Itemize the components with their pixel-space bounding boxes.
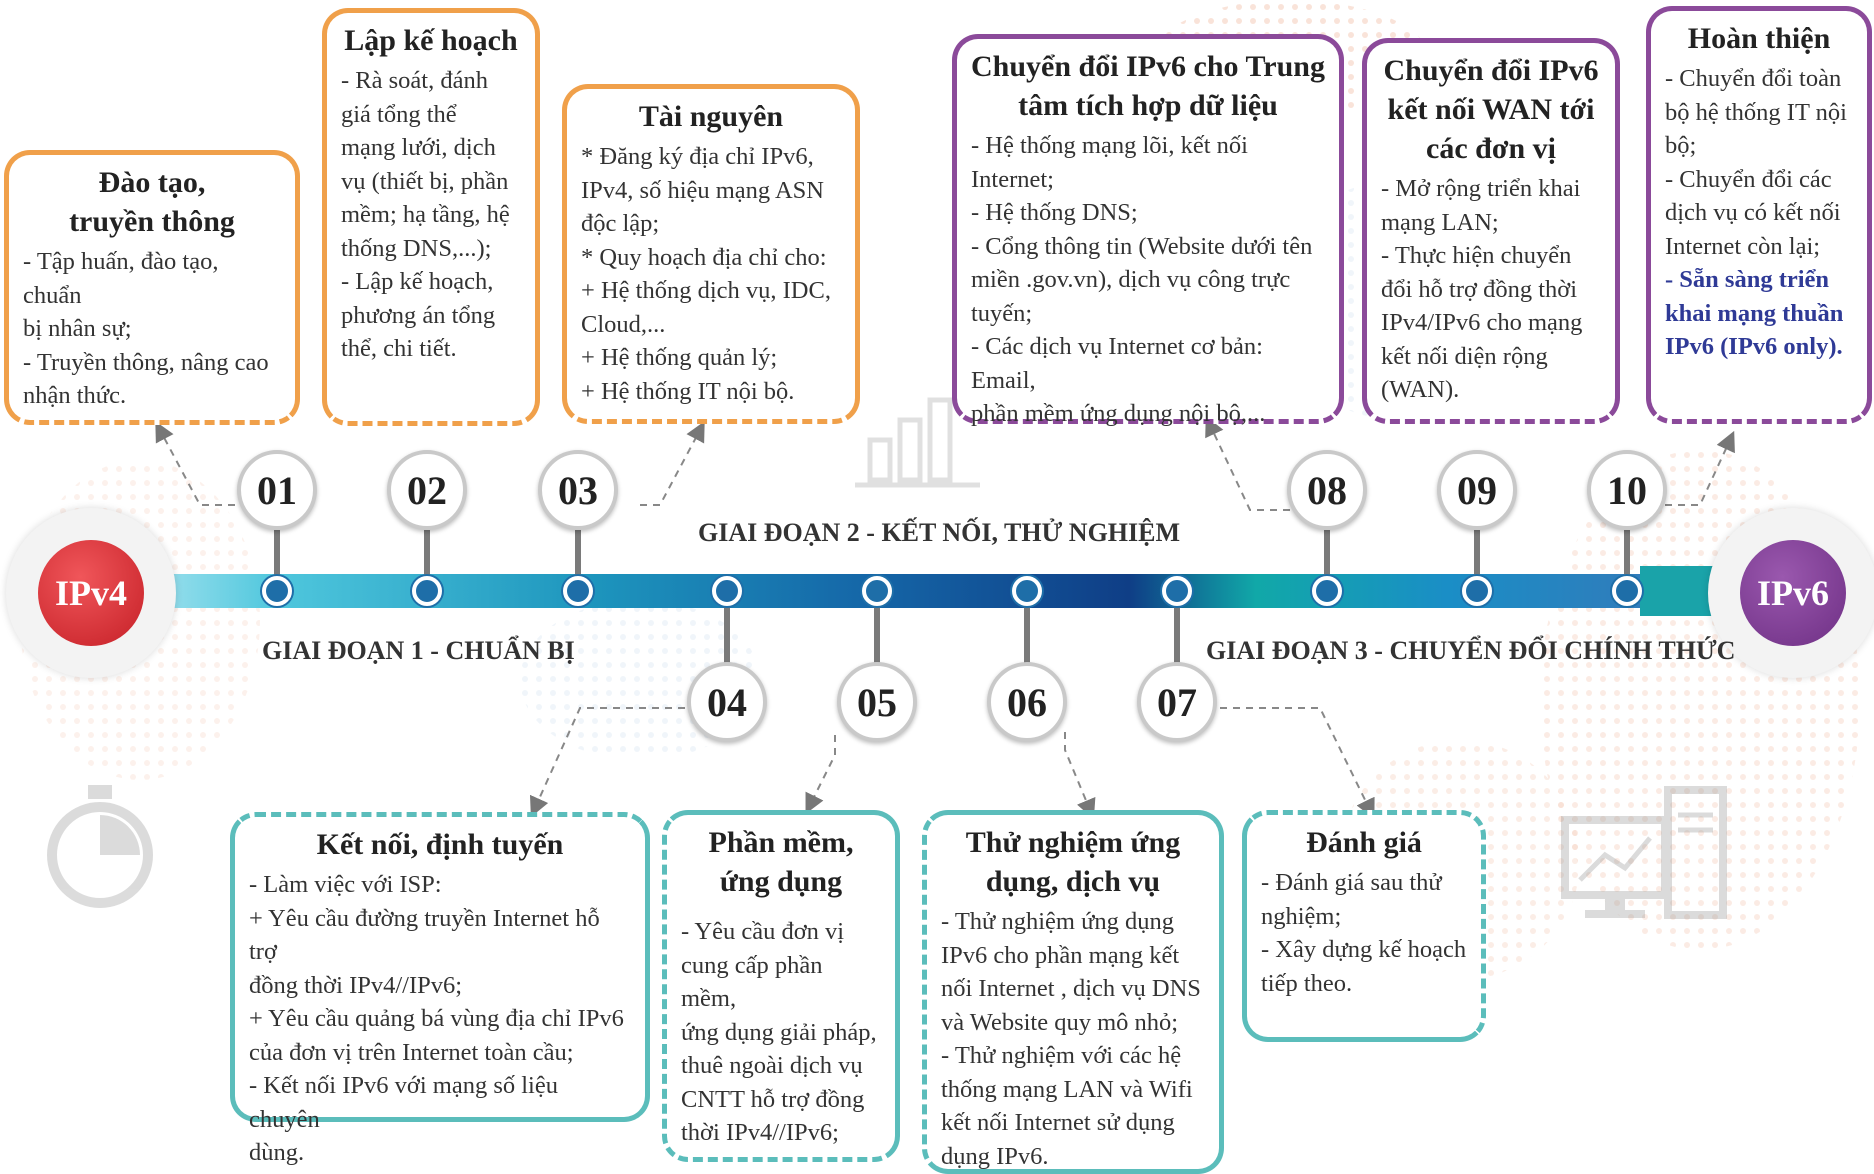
step-text-line: + Yêu cầu quảng bá vùng địa chỉ IPv6 [249,1005,624,1032]
step-text-line: tuyến; [971,299,1033,327]
timeline-dot-07 [1162,576,1192,606]
step-text-line: Internet còn lại; [1665,232,1821,260]
step-title-line: dụng, dịch vụ [985,865,1161,898]
step-text-line: nhận thức. [23,382,127,409]
step-text-line: * Đăng ký địa chỉ IPv6, [581,143,814,170]
step-box-09 [1362,38,1620,424]
step-text-line: - Cổng thông tin (Website dưới tên [971,232,1313,260]
step-title-line: ứng dụng [719,865,843,898]
step-text-line: nghiệm; [1261,902,1342,930]
step-box-07 [1242,810,1486,1042]
step-box-08 [952,34,1344,427]
step-node-09: 09 [1437,450,1517,530]
step-text-line: bộ hệ thống IT nội [1665,98,1847,126]
step-text-line: (WAN). [1381,376,1460,403]
step-text-line: thuê ngoài dịch vụ [681,1052,863,1079]
step-text-line: mạng lưới, dịch [341,134,496,161]
step-text-line: + Hệ thống dịch vụ, IDC, [581,277,831,304]
step-04-title [249,825,631,864]
step-text-line: - Thử nghiệm với các hệ [941,1042,1182,1069]
step-03-title [581,97,841,136]
step-node-05: 05 [837,662,917,742]
step-text-line: - Xây dựng kế hoạch [1261,936,1467,963]
step-box-05 [662,810,900,1162]
step-title-line: kết nối WAN tới [1387,93,1595,126]
step-text-line: - Sẵn sàng triển [1665,266,1830,293]
step-box-04 [230,812,650,1166]
step-text-line: dùng. [249,1139,305,1166]
step-text-line: - Yêu cầu đơn vị [681,918,845,945]
step-text-line: và Website quy mô nhỏ; [941,1008,1179,1036]
step-text-line: - Đánh giá sau thử [1261,869,1442,896]
step-text-line: khai mạng thuần [1665,299,1844,327]
step-title-line: Hoàn thiện [1687,22,1831,55]
timeline-bar [150,574,1730,608]
step-text-line: IPv4/IPv6 cho mạng [1381,309,1583,336]
step-title-line: Lập kế hoạch [344,24,518,57]
step-text-line: - Hệ thống DNS; [971,199,1138,226]
step-node-10: 10 [1587,450,1667,530]
step-text-line: Cloud,... [581,310,666,338]
step-text-line: IPv6 cho phần mạng kết [941,941,1180,969]
timeline-dot-04 [712,576,742,606]
step-05-title [681,823,881,901]
step-title-line: Chuyển đổi IPv6 [1383,54,1599,87]
step-title-line: Kết nối, định tuyến [316,828,564,861]
step-title-line: truyền thông [69,205,235,238]
step-06-title [941,823,1205,901]
step-text-line: vụ (thiết bị, phần [341,167,509,195]
step-text-line: - Truyền thông, nâng cao [23,348,269,376]
step-07-title [1261,823,1467,862]
step-text-line: - Thực hiện chuyển [1381,242,1572,269]
step-text-line: IPv4, số hiệu mạng ASN [581,176,824,204]
step-box-03 [562,84,860,424]
step-text-line: miền .gov.vn), dịch vụ công trực [971,266,1291,293]
timeline-dot-03 [563,576,593,606]
step-text-line: thống mạng LAN và Wifi [941,1075,1193,1103]
step-text-line: - Chuyển đổi các [1665,165,1832,193]
ipv4-circle: IPv4 [38,540,144,646]
step-title-line: Tài nguyên [638,100,784,133]
step-box-02 [322,8,540,426]
step-text-line: thời IPv4//IPv6; [681,1119,839,1146]
step-text-line: IPv6 (IPv6 only). [1665,333,1843,360]
timeline-dot-08 [1312,576,1342,606]
step-text-line: đồng thời IPv4//IPv6; [249,971,463,999]
step-09-title [1381,51,1601,168]
step-text-line: - Hệ thống mạng lõi, kết nối Internet; [971,132,1248,193]
phase-3-label: GIAI ĐOẠN 3 - CHUYỂN ĐỔI CHÍNH THỨC [1206,636,1736,665]
step-text-line: - Làm việc với ISP: [249,871,442,898]
timeline-dot-05 [862,576,892,606]
step-title-line: tâm tích hợp dữ liệu [1018,89,1278,122]
step-text-line: - Tập huấn, đào tạo, chuẩn [23,248,219,309]
timeline-dot-10 [1612,576,1642,606]
step-text-line: của đơn vị trên Internet toàn cầu; [249,1038,574,1066]
step-text-line: phần mềm ứng dụng nội bộ,... [971,400,1266,427]
timeline-dot-01 [262,576,292,606]
step-text-line: + Hệ thống quản lý; [581,344,778,371]
step-text-line: - Các dịch vụ Internet cơ bản: Email, [971,333,1263,394]
step-text-line: nối Internet , dịch vụ DNS [941,975,1201,1002]
step-text-line: - Thử nghiệm ứng dụng [941,908,1174,935]
phase-2-label: GIAI ĐOẠN 2 - KẾT NỐI, THỬ NGHIỆM [698,518,1181,547]
step-text-line: độc lập; [581,210,660,237]
step-title-line: Chuyển đổi IPv6 cho Trung [971,50,1325,83]
step-text-line: kết nối Internet sử dụng [941,1109,1175,1136]
step-title-line: Thử nghiệm ứng [965,826,1181,859]
phase-1-label: GIAI ĐOẠN 1 - CHUẨN BỊ [262,636,575,665]
step-text-line: mềm; hạ tầng, hệ [341,201,510,228]
step-text-line: ứng dụng giải pháp, [681,1018,877,1046]
step-title-line: các đơn vị [1426,132,1556,165]
step-box-06 [922,810,1224,1174]
step-01-title [23,163,281,241]
step-text-line: bị nhân sự; [23,315,132,342]
step-text-line: tiếp theo. [1261,969,1353,997]
step-text-line: phương án tổng [341,301,496,329]
step-text-line: - Kết nối IPv6 với mạng số liệu chuyên [249,1072,558,1133]
step-text-line: cung cấp phần mềm, [681,951,823,1012]
step-text-line: thể, chi tiết. [341,335,457,362]
step-text-line: CNTT hỗ trợ đồng [681,1085,865,1113]
step-box-10 [1646,6,1872,424]
step-title-line: Phần mềm, [708,826,854,859]
step-title-line: Đánh giá [1306,826,1422,859]
step-text-line: dịch vụ có kết nối [1665,199,1841,226]
step-text-line: giá tổng thể [341,100,457,128]
timeline-dot-06 [1012,576,1042,606]
step-node-06: 06 [987,662,1067,742]
step-text-line: bộ; [1665,132,1697,159]
timeline-dot-02 [412,576,442,606]
step-text-line: thống DNS,...); [341,234,492,262]
step-text-line: kết nối diện rộng [1381,342,1548,370]
timeline-dot-09 [1462,576,1492,606]
step-text-line: * Quy hoạch địa chỉ cho: [581,243,827,271]
step-text-line: - Rà soát, đánh [341,67,488,94]
step-text-line: - Mở rộng triển khai [1381,175,1581,202]
step-node-04: 04 [687,662,767,742]
step-02-title [341,21,521,60]
step-title-line: Đào tạo, [98,166,206,199]
step-text-line: - Lập kế hoạch, [341,268,494,295]
step-text-line: + Hệ thống IT nội bộ. [581,377,795,405]
step-node-08: 08 [1287,450,1367,530]
step-text-line: đổi hỗ trợ đồng thời [1381,275,1578,303]
step-text-line: - Chuyển đổi toàn [1665,65,1842,92]
step-node-02: 02 [387,450,467,530]
step-node-01: 01 [237,450,317,530]
step-text-line: mạng LAN; [1381,208,1499,236]
step-box-01 [4,150,300,425]
ipv6-circle: IPv6 [1740,540,1846,646]
step-node-07: 07 [1137,662,1217,742]
step-text-line: + Yêu cầu đường truyền Internet hỗ trợ [249,904,600,965]
step-node-03: 03 [538,450,618,530]
step-text-line: dụng IPv6. [941,1142,1049,1170]
step-08-title [971,47,1325,125]
step-10-title [1665,19,1853,58]
